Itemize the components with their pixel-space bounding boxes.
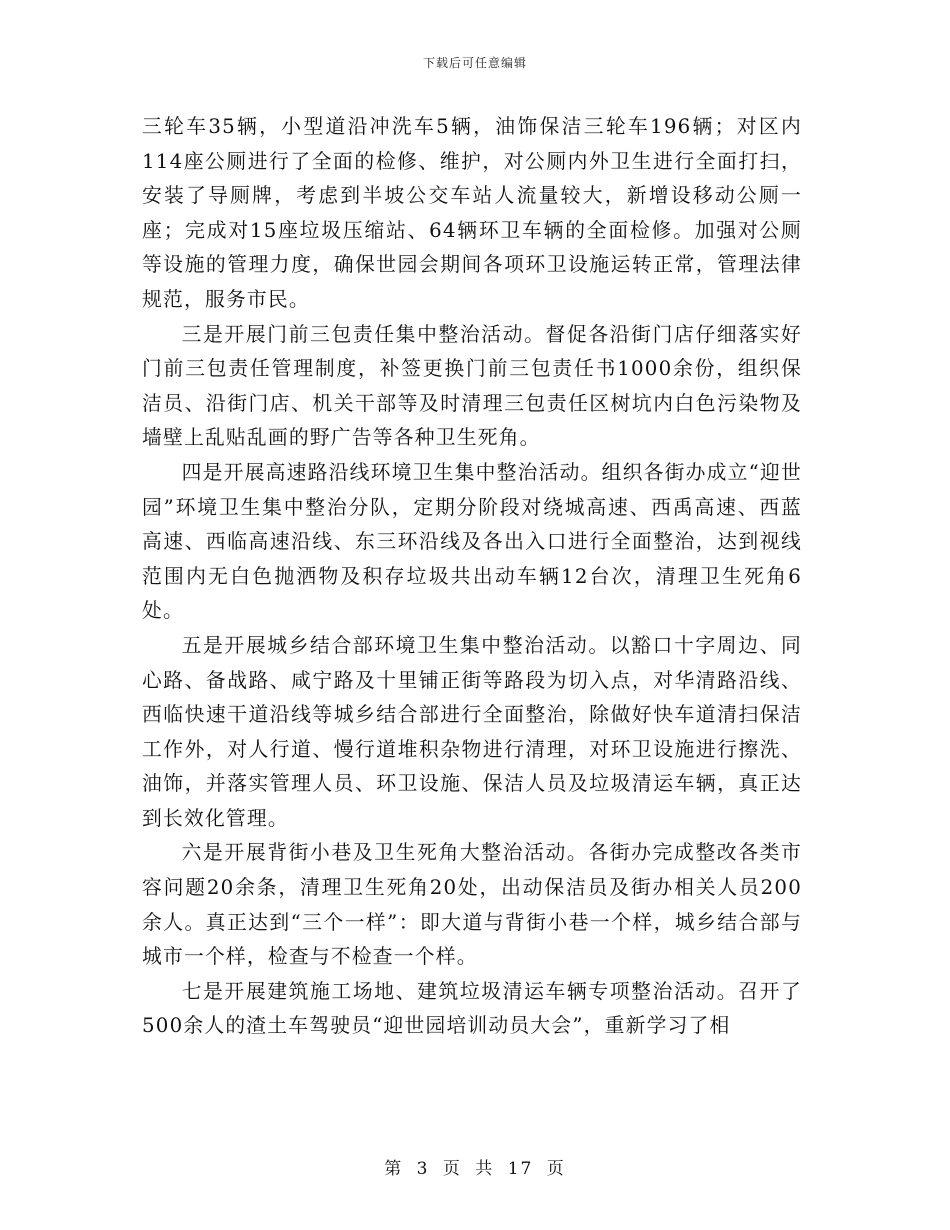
paragraph: 四是开展高速路沿线环境卫生集中整治活动。组织各街办成立“迎世园”环境卫生集中整治分队，定期分阶段对绕城高速、西禹高速、西蓝高速、西临高速沿线、东三环沿线及各出入口进行全面整治，达到视线范围内无白色抛洒物及积存垃圾共出动车辆12台次，清理卫生死角6处。 (142, 460, 802, 623)
paragraph: 五是开展城乡结合部环境卫生集中整治活动。以豁口十字周边、同心路、备战路、咸宁路及十里铺正街等路段为切入点，对华清路沿线、西临快速干道沿线等城乡结合部进行全面整治，除做好快车道清扫保洁工作外，对人行道、慢行道堆积杂物进行清理，对环卫设施进行擦洗、油饰，并落实管理人员、环卫设施、保洁人员及垃圾清运车辆，真正达到长效化管理。 (142, 633, 802, 830)
paragraph: 七是开展建筑施工场地、建筑垃圾清运车辆专项整治活动。召开了500余人的渣土车驾驶员“迎世园培训动员大会”，重新学习了相 (142, 979, 802, 1038)
paragraph: 三轮车35辆，小型道沿冲洗车5辆，油饰保洁三轮车196辆；对区内114座公厕进行了全面的检修、维护，对公厕内外卫生进行全面打扫，安装了导厕牌，考虑到半坡公交车站人流量较大，新增设移动公厕一座；完成对15座垃圾压缩站、64辆环卫车辆的全面检修。加强对公厕等设施的管理力度，确保世园会期间各项环卫设施运转正常，管理法律规范，服务市民。 (142, 115, 802, 311)
paragraph: 六是开展背街小巷及卫生死角大整治活动。各街办完成整改各类市容问题20余条，清理卫生死角20处，出动保洁员及街办相关人员200余人。真正达到“三个一样”：即大道与背街小巷一个样，城乡结合部与城市一个样，检查与不检查一个样。 (142, 841, 802, 969)
body-text (142, 110, 802, 1044)
page-footer: 第 3 页 共 17 页 (384, 1159, 566, 1179)
paragraph: 三是开展门前三包责任集中整治活动。督促各沿街门店仔细落实好门前三包责任管理制度，补签更换门前三包责任书1000余份，组织保洁员、沿街门店、机关干部等及时清理三包责任区树坑内白色污染物及墙壁上乱贴乱画的野广告等各种卫生死角。 (142, 322, 802, 450)
page-header: 下载后可任意编辑 (422, 56, 527, 70)
